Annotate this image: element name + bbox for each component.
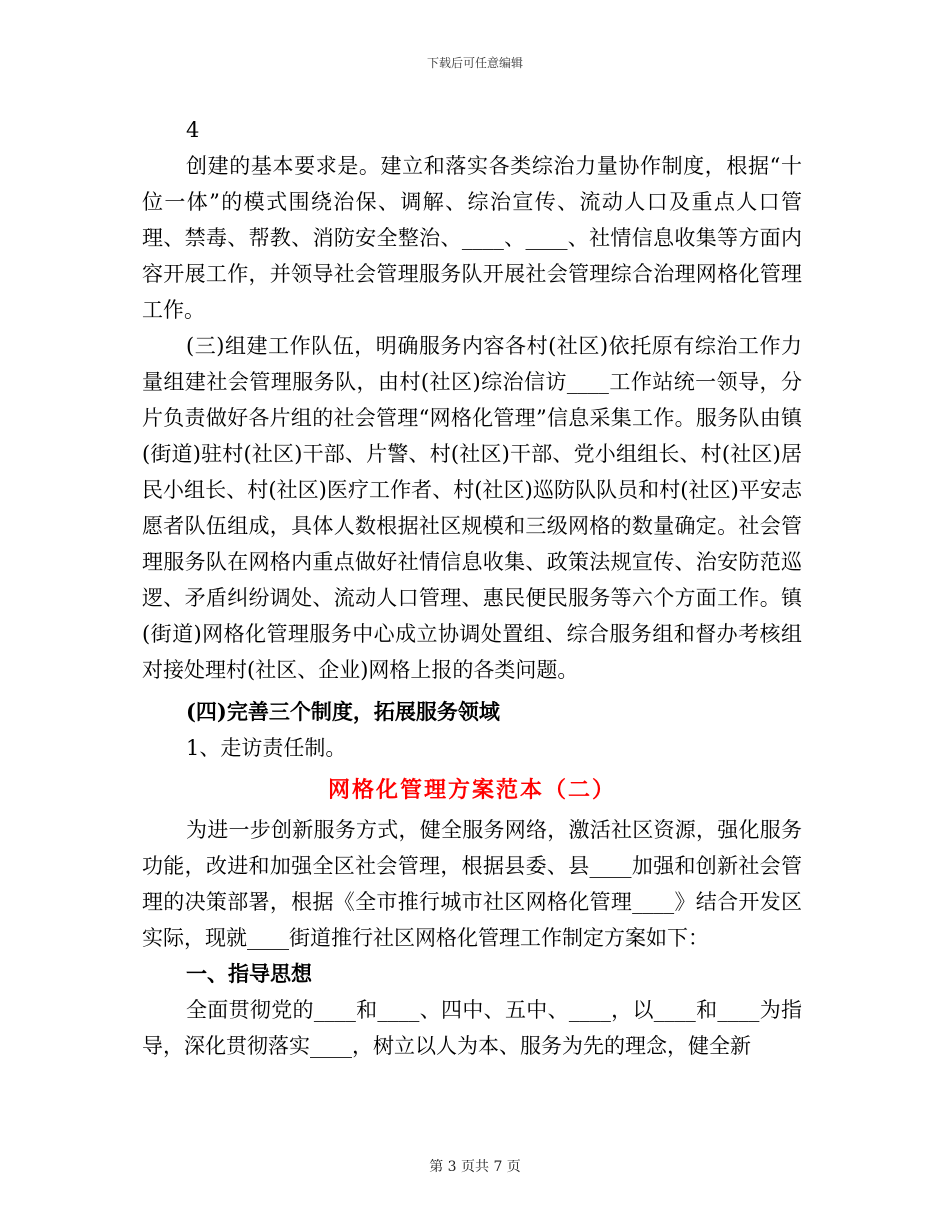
section-heading-systems: (四)完善三个制度，拓展服务领域 [186, 699, 500, 724]
paragraph-intro: 为进一步创新服务方式，健全服务网络，激活社区资源，强化服务功能，改进和加强全区社会管理，根据县委、县____加强和创新社会管理的决策部署，根据《全市推行城市社区网格化管理____》结合开发区实际，现就____街道推行社区网格化管理工作制定方案如下： [142, 818, 802, 950]
section-heading-guiding-ideology: 一、指导思想 [186, 961, 312, 986]
page-footer: 第 3 页共 7 页 [429, 1159, 521, 1175]
paragraph-guiding-ideology: 全面贯彻党的____和____、四中、五中、____，以____和____为指导，深化贯彻落实____，树立以人为本、服务为先的理念，健全新 [142, 998, 802, 1058]
page-header: 下载后可任意编辑 [426, 56, 523, 70]
paragraph-team-building: (三)组建工作队伍，明确服务内容各村(社区)依托原有综治工作力量组建社会管理服务队，由村(社区)综治信访____工作站统一领导，分片负责做好各片组的社会管理“网格化管理”信息采集工作。服务队由镇(街道)驻村(社区)干部、片警、村(社区)干部、党小组组长、村(社区)居民小组长、村(社区)医疗工作者、村(社区)巡防队队员和村(社区)平安志愿者队伍组成，具体人数根据社区规模和三级网格的数量确定。社会管理服务队在网格内重点做好社情信息收集、政策法规宣传、治安防范巡逻、矛盾纠纷调处、流动人口管理、惠民便民服务等六个方面工作。镇(街道)网格化管理服务中心成立协调处置组、综合服务组和督办考核组对接处理村(社区、企业)网格上报的各类问题。 [142, 334, 802, 682]
paragraph-visit-responsibility: 1、走访责任制。 [186, 736, 347, 760]
paragraph-basic-requirements: 创建的基本要求是。建立和落实各类综治力量协作制度，根据“十位一体”的模式围绕治保、调解、综治宣传、流动人口及重点人口管理、禁毒、帮教、消防安全整治、____、____、社情信息收集等方面内容开展工作，并领导社会管理服务队开展社会管理综合治理网格化管理工作。 [142, 154, 802, 322]
document-body [142, 112, 802, 1064]
page-number-fragment: 4 [186, 118, 200, 142]
document-title: 网格化管理方案范本（二） [327, 777, 616, 803]
